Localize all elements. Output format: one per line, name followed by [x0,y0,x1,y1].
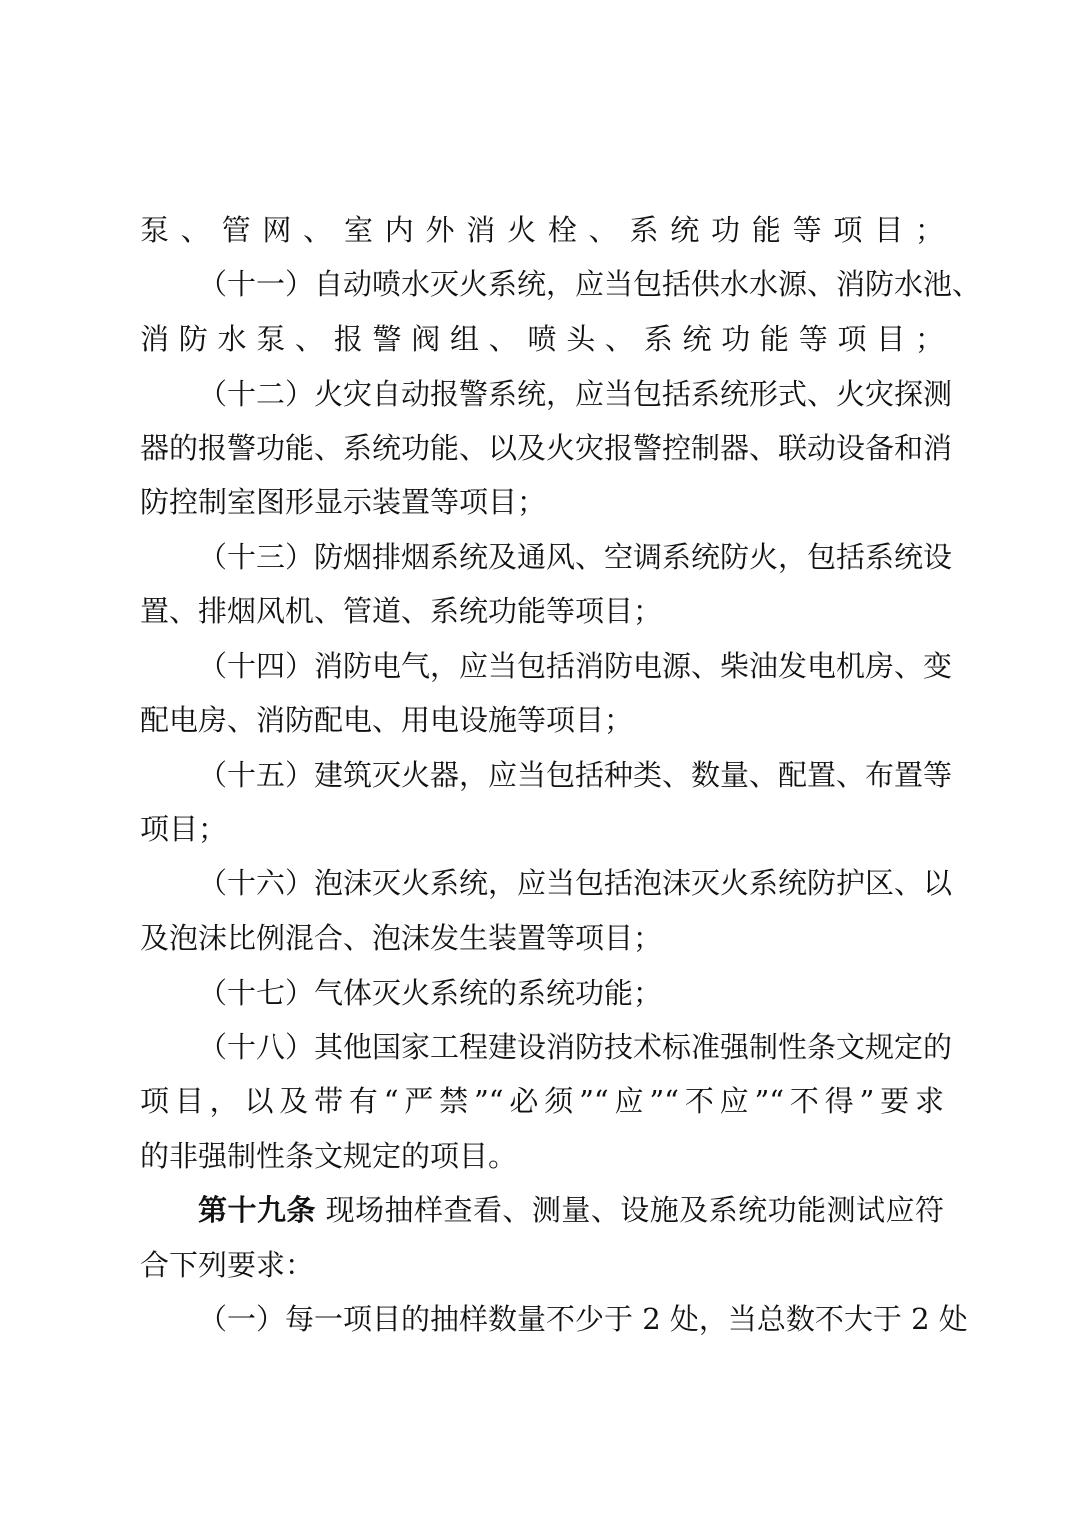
text-line: （一）每一项目的抽样数量不少于 2 处，当总数不大于 2 处 [198,1302,968,1336]
text-line: 合下列要求： [140,1248,315,1282]
article-label: 第十九条 [198,1193,316,1227]
text-line: 项目； [140,812,228,846]
text-line: （十八）其他国家工程建设消防技术标准强制性条文规定的 [198,1030,953,1064]
text-line: 配电房、消防配电、用电设施等项目； [140,703,634,737]
text-line: 泵、管网、室内外消火栓、系统功能等项目； [140,213,944,247]
text-line: 置、排烟风机、管道、系统功能等项目； [140,594,663,628]
text-line: 的非强制性条文规定的项目。 [140,1139,518,1173]
text-line: 防控制室图形显示装置等项目； [140,485,547,519]
article-text: 现场抽样查看、测量、设施及系统功能测试应符 [325,1193,944,1227]
text-line: 及泡沫比例混合、泡沫发生装置等项目； [140,921,663,955]
text-line: （十四）消防电气，应当包括消防电源、柴油发电机房、变 [198,649,953,683]
text-line: 项目，以及带有“严禁”“必须”“应”“不应”“不得”要求 [140,1084,944,1118]
text-line: （十七）气体灭火系统的系统功能； [198,976,663,1010]
article-line [198,1192,944,1228]
text-line: 器的报警功能、系统功能、以及火灾报警控制器、联动设备和消 [140,431,953,465]
text-line: （十六）泡沫灭火系统，应当包括泡沫灭火系统防护区、以 [198,866,953,900]
text-line: （十三）防烟排烟系统及通风、空调系统防火，包括系统设 [198,540,953,574]
text-line: （十一）自动喷水灭火系统，应当包括供水水源、消防水池、 [198,267,982,301]
text-line: 消防水泵、报警阀组、喷头、系统功能等项目； [140,322,944,356]
text-line: （十五）建筑灭火器，应当包括种类、数量、配置、布置等 [198,758,953,792]
text-line: （十二）火灾自动报警系统，应当包括系统形式、火灾探测 [198,377,953,411]
